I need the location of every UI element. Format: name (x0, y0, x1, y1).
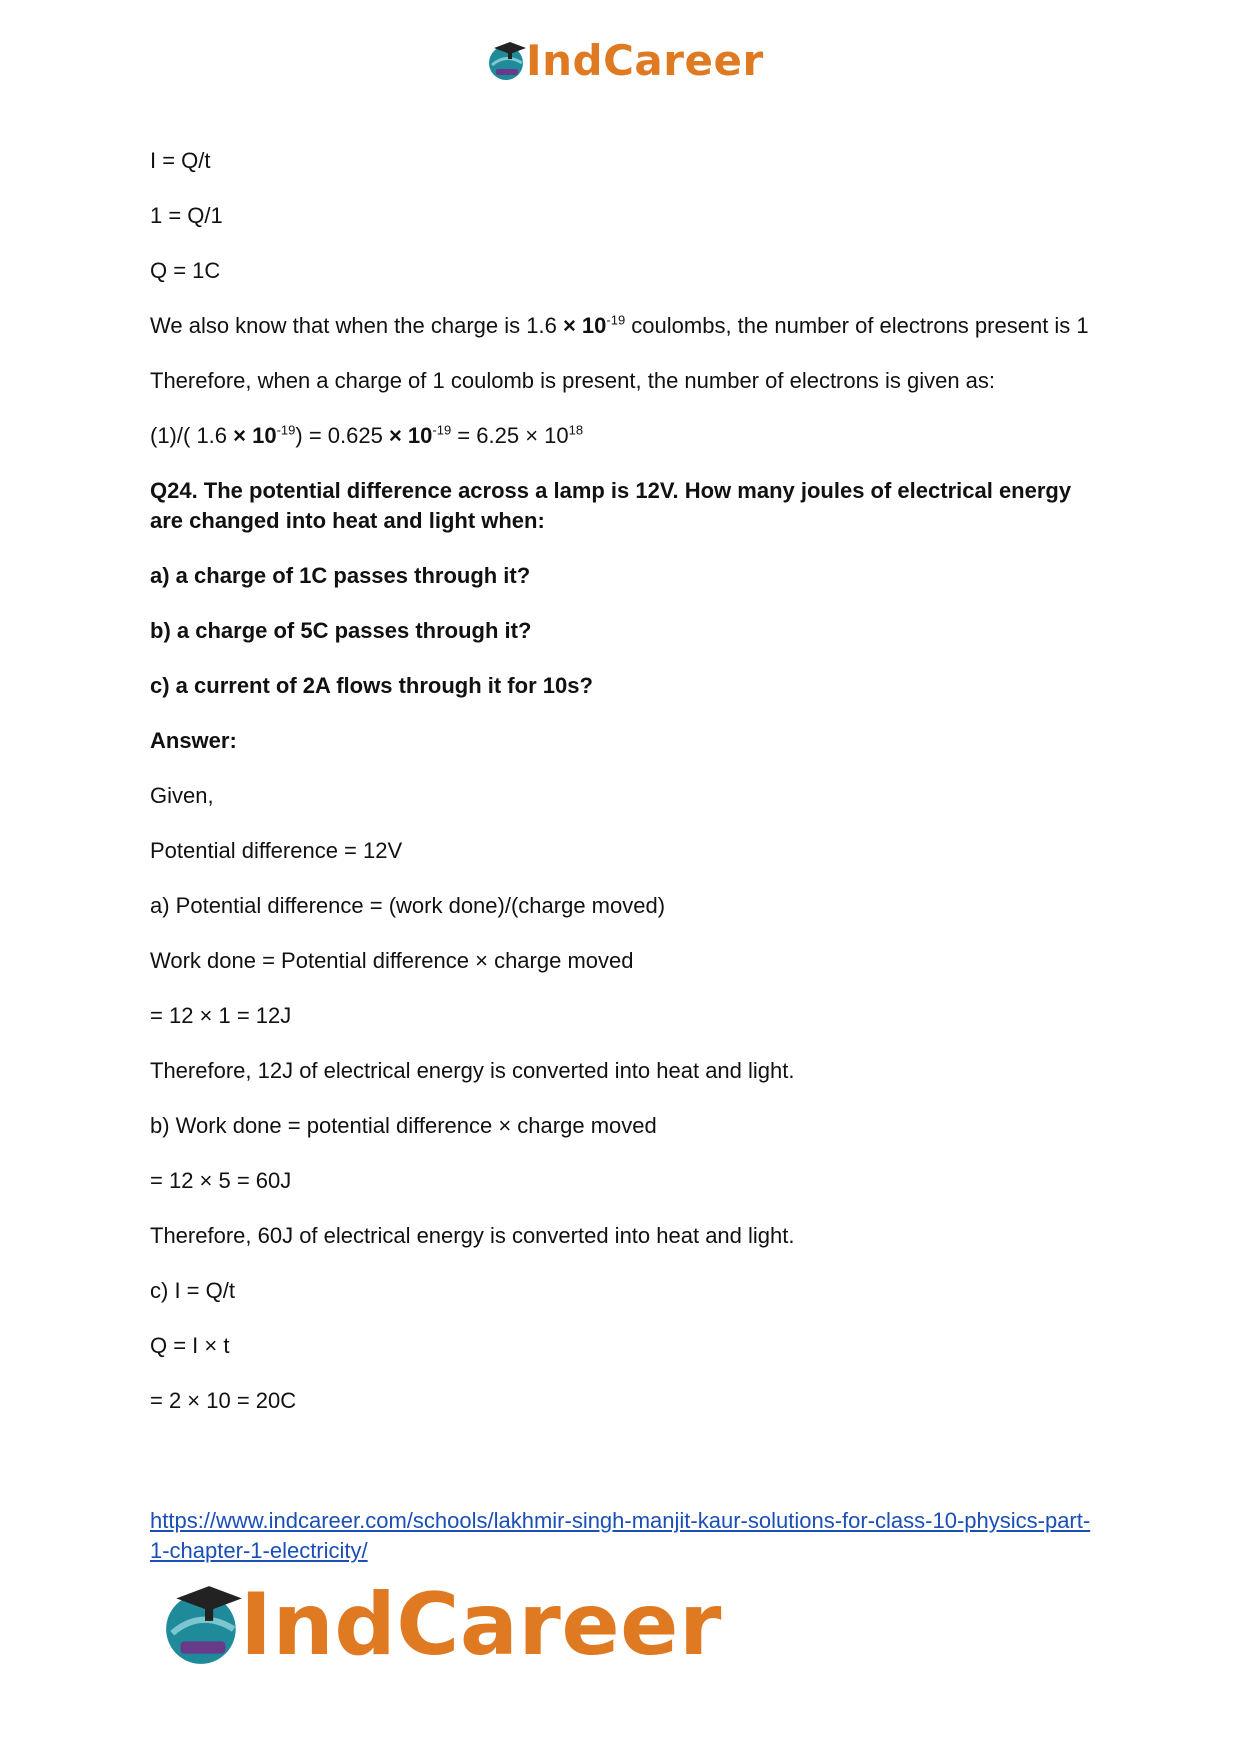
superscript: -19 (606, 312, 626, 328)
superscript: 18 (568, 422, 584, 438)
footer-logo (160, 1575, 722, 1675)
answer-step: = 12 × 1 = 12J (150, 1003, 292, 1028)
document-body (150, 146, 1100, 1441)
formula-line: 1 = Q/1 (150, 203, 223, 228)
graduation-globe-icon (486, 39, 530, 83)
superscript: -19 (432, 422, 452, 438)
electron-charge-statement (150, 311, 1100, 341)
answer-step: = 2 × 10 = 20C (150, 1388, 297, 1413)
paragraph: Therefore, when a charge of 1 coulomb is present, the number of electrons is given as: (150, 368, 996, 393)
graduation-globe-icon (160, 1580, 250, 1670)
question-part-b: b) a charge of 5C passes through it? (150, 618, 532, 643)
text-run: coulombs, the number of electrons present is 1 (625, 313, 1089, 338)
answer-step: Therefore, 12J of electrical energy is converted into heat and light. (150, 1058, 795, 1083)
brand-wordmark: IndCareer (526, 36, 764, 85)
superscript: -19 (276, 422, 296, 438)
header-logo (486, 36, 764, 85)
text-run: × 10 (388, 423, 433, 448)
question-part-c: c) a current of 2A flows through it for 10s? (150, 673, 593, 698)
answer-step: Therefore, 60J of electrical energy is converted into heat and light. (150, 1223, 795, 1248)
calculation-line (150, 421, 1100, 451)
text-run: We also know that when the charge is 1.6 (150, 313, 563, 338)
formula-line: I = Q/t (150, 148, 211, 173)
answer-step: c) I = Q/t (150, 1278, 235, 1303)
brand-wordmark: IndCareer (240, 1575, 722, 1675)
text-run: ) = 0.625 (295, 423, 389, 448)
source-link[interactable]: https://www.indcareer.com/schools/lakhmir-singh-manjit-kaur-solutions-for-class-10-physics-part-1-chapter-1-electricity/ (150, 1508, 1091, 1563)
answer-step: Work done = Potential difference × charge moved (150, 948, 634, 973)
text-run: (1)/( 1.6 (150, 423, 234, 448)
answer-step: a) Potential difference = (work done)/(charge moved) (150, 893, 666, 918)
answer-step: Given, (150, 783, 214, 808)
text-run: × 10 (562, 313, 607, 338)
text-run: × 10 (233, 423, 277, 448)
question-part-a: a) a charge of 1C passes through it? (150, 563, 531, 588)
answer-heading: Answer: (150, 728, 237, 753)
answer-step: = 12 × 5 = 60J (150, 1168, 292, 1193)
answer-step: Q = I × t (150, 1333, 230, 1358)
formula-line: Q = 1C (150, 258, 221, 283)
question-title: Q24. The potential difference across a lamp is 12V. How many joules of electrical energy are changed into heat and light when: (150, 478, 1072, 533)
answer-step: Potential difference = 12V (150, 838, 403, 863)
answer-step: b) Work done = potential difference × charge moved (150, 1113, 657, 1138)
text-run: = 6.25 × 10 (451, 423, 569, 448)
